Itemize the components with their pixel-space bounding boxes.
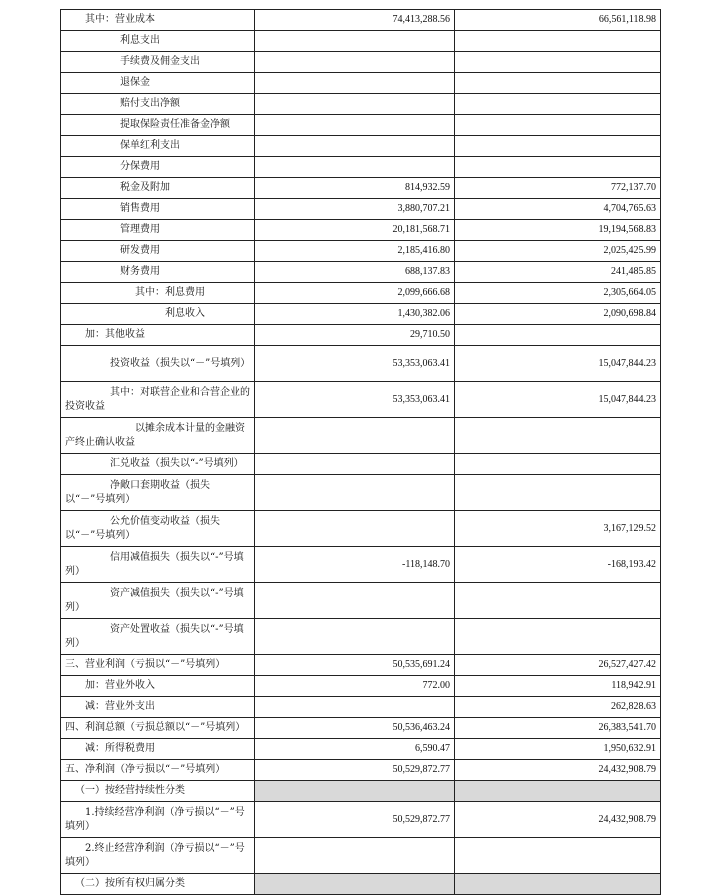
row-label: 手续费及佣金支出 — [61, 52, 255, 73]
previous-period-value: 241,485.85 — [455, 262, 661, 283]
previous-period-value: 2,305,664.05 — [455, 283, 661, 304]
table-row — [61, 547, 661, 583]
current-period-value: 50,529,872.77 — [255, 802, 455, 838]
table-row — [61, 676, 661, 697]
table-row — [61, 619, 661, 655]
table-row — [61, 454, 661, 475]
table-row — [61, 838, 661, 874]
row-label: 加：营业外收入 — [61, 676, 255, 697]
table-row — [61, 583, 661, 619]
current-period-value — [255, 73, 455, 94]
current-period-value — [255, 511, 455, 547]
current-period-value: 772.00 — [255, 676, 455, 697]
row-label: （二）按所有权归属分类 — [61, 874, 255, 895]
table-row — [61, 52, 661, 73]
previous-period-value — [455, 115, 661, 136]
table-row — [61, 325, 661, 346]
previous-period-value — [455, 52, 661, 73]
row-label: 三、营业利润（亏损以“－”号填列） — [61, 655, 255, 676]
row-label: 资产减值损失（损失以“-”号填列） — [61, 583, 255, 619]
row-label: 退保金 — [61, 73, 255, 94]
previous-period-value — [455, 157, 661, 178]
previous-period-value — [455, 475, 661, 511]
table-row — [61, 781, 661, 802]
previous-period-value: 3,167,129.52 — [455, 511, 661, 547]
previous-period-value: 262,828.63 — [455, 697, 661, 718]
row-label: 净敞口套期收益（损失以“－”号填列） — [61, 475, 255, 511]
current-period-value — [255, 697, 455, 718]
current-period-value — [255, 157, 455, 178]
row-label: 其中：营业成本 — [61, 10, 255, 31]
row-label: 四、利润总额（亏损总额以“－”号填列） — [61, 718, 255, 739]
table-row — [61, 283, 661, 304]
row-label: 公允价值变动收益（损失以“－”号填列） — [61, 511, 255, 547]
table-row — [61, 760, 661, 781]
previous-period-value: 2,025,425.99 — [455, 241, 661, 262]
current-period-value: 3,880,707.21 — [255, 199, 455, 220]
previous-period-value — [455, 781, 661, 802]
current-period-value: 50,529,872.77 — [255, 760, 455, 781]
row-label: 资产处置收益（损失以“-”号填列） — [61, 619, 255, 655]
row-label: 信用减值损失（损失以“-”号填列） — [61, 547, 255, 583]
previous-period-value — [455, 454, 661, 475]
table-row — [61, 115, 661, 136]
current-period-value: -118,148.70 — [255, 547, 455, 583]
table-row — [61, 157, 661, 178]
table-row — [61, 94, 661, 115]
row-label: 分保费用 — [61, 157, 255, 178]
row-label: （一）按经营持续性分类 — [61, 781, 255, 802]
table-row — [61, 241, 661, 262]
current-period-value — [255, 781, 455, 802]
current-period-value — [255, 31, 455, 52]
row-label: 以摊余成本计量的金融资产终止确认收益 — [61, 418, 255, 454]
current-period-value: 29,710.50 — [255, 325, 455, 346]
previous-period-value — [455, 31, 661, 52]
row-label: 管理费用 — [61, 220, 255, 241]
row-label: 赔付支出净额 — [61, 94, 255, 115]
previous-period-value — [455, 325, 661, 346]
previous-period-value — [455, 619, 661, 655]
previous-period-value: 15,047,844.23 — [455, 382, 661, 418]
table-row — [61, 220, 661, 241]
current-period-value: 74,413,288.56 — [255, 10, 455, 31]
previous-period-value: -168,193.42 — [455, 547, 661, 583]
current-period-value: 688,137.83 — [255, 262, 455, 283]
row-label: 利息收入 — [61, 304, 255, 325]
current-period-value: 2,099,666.68 — [255, 283, 455, 304]
previous-period-value — [455, 73, 661, 94]
current-period-value — [255, 136, 455, 157]
row-label: 税金及附加 — [61, 178, 255, 199]
row-label: 加：其他收益 — [61, 325, 255, 346]
previous-period-value: 26,383,541.70 — [455, 718, 661, 739]
table-row — [61, 382, 661, 418]
previous-period-value: 15,047,844.23 — [455, 346, 661, 382]
table-row — [61, 178, 661, 199]
table-row — [61, 739, 661, 760]
income-statement-body — [61, 10, 661, 895]
table-row — [61, 136, 661, 157]
previous-period-value: 772,137.70 — [455, 178, 661, 199]
current-period-value: 2,185,416.80 — [255, 241, 455, 262]
table-row — [61, 10, 661, 31]
current-period-value — [255, 418, 455, 454]
table-row — [61, 346, 661, 382]
row-label: 其中：利息费用 — [61, 283, 255, 304]
table-row — [61, 31, 661, 52]
row-label: 2.终止经营净利润（净亏损以“－”号填列） — [61, 838, 255, 874]
current-period-value — [255, 874, 455, 895]
previous-period-value: 24,432,908.79 — [455, 802, 661, 838]
income-statement-table — [60, 9, 661, 895]
table-row — [61, 262, 661, 283]
row-label: 汇兑收益（损失以“-”号填列） — [61, 454, 255, 475]
previous-period-value — [455, 583, 661, 619]
previous-period-value — [455, 136, 661, 157]
current-period-value — [255, 94, 455, 115]
table-row — [61, 511, 661, 547]
current-period-value: 6,590.47 — [255, 739, 455, 760]
previous-period-value: 1,950,632.91 — [455, 739, 661, 760]
row-label: 1.持续经营净利润（净亏损以“－”号填列） — [61, 802, 255, 838]
row-label: 销售费用 — [61, 199, 255, 220]
row-label: 提取保险责任准备金净额 — [61, 115, 255, 136]
current-period-value — [255, 583, 455, 619]
current-period-value: 50,535,691.24 — [255, 655, 455, 676]
row-label: 保单红利支出 — [61, 136, 255, 157]
current-period-value — [255, 475, 455, 511]
previous-period-value — [455, 418, 661, 454]
previous-period-value: 118,942.91 — [455, 676, 661, 697]
previous-period-value — [455, 838, 661, 874]
previous-period-value — [455, 94, 661, 115]
current-period-value: 20,181,568.71 — [255, 220, 455, 241]
row-label: 财务费用 — [61, 262, 255, 283]
current-period-value: 53,353,063.41 — [255, 382, 455, 418]
previous-period-value: 26,527,427.42 — [455, 655, 661, 676]
table-row — [61, 802, 661, 838]
current-period-value — [255, 454, 455, 475]
table-row — [61, 655, 661, 676]
table-row — [61, 697, 661, 718]
previous-period-value: 2,090,698.84 — [455, 304, 661, 325]
current-period-value: 1,430,382.06 — [255, 304, 455, 325]
previous-period-value: 66,561,118.98 — [455, 10, 661, 31]
row-label: 减：所得税费用 — [61, 739, 255, 760]
current-period-value: 50,536,463.24 — [255, 718, 455, 739]
previous-period-value — [455, 874, 661, 895]
current-period-value: 814,932.59 — [255, 178, 455, 199]
table-row — [61, 475, 661, 511]
previous-period-value: 4,704,765.63 — [455, 199, 661, 220]
table-row — [61, 874, 661, 895]
current-period-value — [255, 619, 455, 655]
current-period-value: 53,353,063.41 — [255, 346, 455, 382]
table-row — [61, 418, 661, 454]
table-row — [61, 718, 661, 739]
row-label: 投资收益（损失以“－”号填列） — [61, 346, 255, 382]
current-period-value — [255, 838, 455, 874]
row-label: 利息支出 — [61, 31, 255, 52]
table-row — [61, 304, 661, 325]
current-period-value — [255, 115, 455, 136]
row-label: 减：营业外支出 — [61, 697, 255, 718]
previous-period-value: 19,194,568.83 — [455, 220, 661, 241]
previous-period-value: 24,432,908.79 — [455, 760, 661, 781]
row-label: 研发费用 — [61, 241, 255, 262]
current-period-value — [255, 52, 455, 73]
row-label: 其中：对联营企业和合营企业的投资收益 — [61, 382, 255, 418]
table-row — [61, 73, 661, 94]
table-row — [61, 199, 661, 220]
row-label: 五、净利润（净亏损以“－”号填列） — [61, 760, 255, 781]
